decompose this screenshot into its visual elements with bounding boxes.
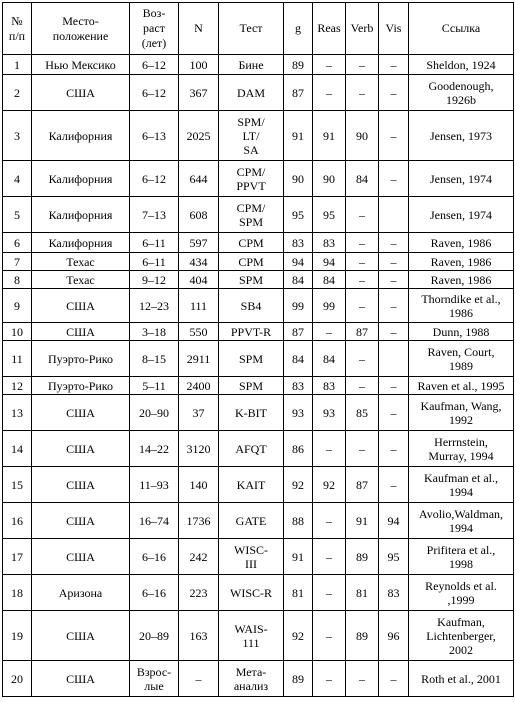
header-number: № п/п (3, 3, 32, 55)
cell-location: США (32, 503, 130, 539)
cell-reference: Kaufman et al., 1994 (409, 467, 514, 503)
cell-reference: Raven, 1986 (409, 253, 514, 271)
cell-n: 608 (179, 197, 219, 233)
cell-g: 89 (284, 661, 313, 697)
cell-reference: Dunn, 1988 (409, 323, 514, 341)
cell-test: PPVT-R (219, 323, 284, 341)
header-age: Воз- раст (лет) (130, 3, 179, 55)
cell-age: 12–23 (130, 289, 179, 323)
cell-reas: 83 (313, 377, 346, 395)
cell-location: Калифорния (32, 233, 130, 253)
cell-location: США (32, 289, 130, 323)
table-row (3, 341, 514, 377)
cell-test: KAIT (219, 467, 284, 503)
cell-vis: – (379, 55, 409, 75)
cell-location: Калифорния (32, 161, 130, 197)
cell-number: 10 (3, 323, 32, 341)
cell-reference: Goodenough, 1926b (409, 75, 514, 111)
cell-age: 6–11 (130, 233, 179, 253)
cell-reference: Roth et al., 2001 (409, 661, 514, 697)
cell-verb: 90 (346, 111, 379, 161)
cell-age: Взрос- лые (130, 661, 179, 697)
cell-location: Калифорния (32, 197, 130, 233)
cell-vis: 96 (379, 611, 409, 661)
cell-age: 20–90 (130, 395, 179, 431)
cell-reference: Thorndike et al., 1986 (409, 289, 514, 323)
cell-test: SPM (219, 271, 284, 289)
cell-vis: – (379, 271, 409, 289)
cell-test: K-BIT (219, 395, 284, 431)
cell-vis: 83 (379, 575, 409, 611)
cell-verb: – (346, 271, 379, 289)
cell-vis: – (379, 111, 409, 161)
cell-g: 92 (284, 611, 313, 661)
cell-age: 14–22 (130, 431, 179, 467)
cell-g: 86 (284, 431, 313, 467)
cell-vis: – (379, 395, 409, 431)
cell-g: 95 (284, 197, 313, 233)
cell-location: США (32, 611, 130, 661)
cell-reference: Kaufman, Wang, 1992 (409, 395, 514, 431)
table-row (3, 395, 514, 431)
cell-number: 7 (3, 253, 32, 271)
cell-reas: 95 (313, 197, 346, 233)
cell-reas: – (313, 575, 346, 611)
cell-number: 13 (3, 395, 32, 431)
header-g: g (284, 3, 313, 55)
cell-test: CPM (219, 233, 284, 253)
cell-reas: – (313, 75, 346, 111)
cell-verb: – (346, 75, 379, 111)
cell-verb: – (346, 197, 379, 233)
cell-reas: 91 (313, 111, 346, 161)
cell-number: 14 (3, 431, 32, 467)
cell-verb: – (346, 341, 379, 377)
cell-number: 2 (3, 75, 32, 111)
cell-number: 17 (3, 539, 32, 575)
cell-age: 6–12 (130, 55, 179, 75)
table-row (3, 289, 514, 323)
cell-n: 2911 (179, 341, 219, 377)
cell-g: 99 (284, 289, 313, 323)
cell-location: США (32, 539, 130, 575)
cell-vis: – (379, 75, 409, 111)
cell-number: 16 (3, 503, 32, 539)
table-row (3, 611, 514, 661)
cell-n: 404 (179, 271, 219, 289)
cell-vis (379, 341, 409, 377)
cell-reas: 99 (313, 289, 346, 323)
cell-reference: Jensen, 1974 (409, 161, 514, 197)
cell-location: Техас (32, 271, 130, 289)
cell-n: 111 (179, 289, 219, 323)
cell-vis: 94 (379, 503, 409, 539)
table-row (3, 75, 514, 111)
cell-age: 16–74 (130, 503, 179, 539)
cell-test: Бине (219, 55, 284, 75)
cell-verb: 84 (346, 161, 379, 197)
table-row (3, 431, 514, 467)
cell-location: Калифорния (32, 111, 130, 161)
cell-number: 8 (3, 271, 32, 289)
table-row (3, 55, 514, 75)
cell-n: 550 (179, 323, 219, 341)
cell-verb: 89 (346, 539, 379, 575)
cell-g: 91 (284, 539, 313, 575)
cell-reference: Raven, 1986 (409, 233, 514, 253)
cell-reference: Reynolds et al. ,1999 (409, 575, 514, 611)
cell-reference: Avolio,Waldman, 1994 (409, 503, 514, 539)
cell-n: 223 (179, 575, 219, 611)
cell-vis: – (379, 323, 409, 341)
header-n: N (179, 3, 219, 55)
cell-number: 9 (3, 289, 32, 323)
table-row (3, 233, 514, 253)
cell-verb: – (346, 253, 379, 271)
cell-number: 18 (3, 575, 32, 611)
cell-verb: 89 (346, 611, 379, 661)
cell-number: 19 (3, 611, 32, 661)
cell-n: – (179, 661, 219, 697)
cell-vis: – (379, 467, 409, 503)
cell-reference: Raven, Court, 1989 (409, 341, 514, 377)
cell-reas: 83 (313, 233, 346, 253)
cell-age: 8–15 (130, 341, 179, 377)
cell-g: 91 (284, 111, 313, 161)
cell-g: 81 (284, 575, 313, 611)
cell-number: 5 (3, 197, 32, 233)
cell-n: 2400 (179, 377, 219, 395)
cell-verb: – (346, 55, 379, 75)
cell-location: Аризона (32, 575, 130, 611)
cell-location: США (32, 431, 130, 467)
cell-test: CPM (219, 253, 284, 271)
cell-age: 3–18 (130, 323, 179, 341)
cell-number: 20 (3, 661, 32, 697)
cell-verb: – (346, 661, 379, 697)
cell-age: 6–11 (130, 253, 179, 271)
cell-age: 6–16 (130, 539, 179, 575)
cell-verb: 91 (346, 503, 379, 539)
cell-n: 644 (179, 161, 219, 197)
cell-vis: – (379, 377, 409, 395)
table-row (3, 271, 514, 289)
cell-verb: 87 (346, 323, 379, 341)
header-location: Место- положение (32, 3, 130, 55)
cell-n: 163 (179, 611, 219, 661)
header-reas: Reas (313, 3, 346, 55)
cell-number: 11 (3, 341, 32, 377)
cell-age: 6–12 (130, 161, 179, 197)
table-row (3, 161, 514, 197)
cell-test: AFQT (219, 431, 284, 467)
cell-vis: 95 (379, 539, 409, 575)
cell-reas: – (313, 611, 346, 661)
cell-verb: 87 (346, 467, 379, 503)
cell-number: 3 (3, 111, 32, 161)
cell-reas: – (313, 503, 346, 539)
cell-reas: 90 (313, 161, 346, 197)
cell-age: 9–12 (130, 271, 179, 289)
cell-age: 20–89 (130, 611, 179, 661)
cell-verb: – (346, 377, 379, 395)
cell-reas: – (313, 661, 346, 697)
cell-location: Нью Мексико (32, 55, 130, 75)
cell-reas: 84 (313, 341, 346, 377)
cell-g: 93 (284, 395, 313, 431)
cell-reference: Prifitera et al., 1998 (409, 539, 514, 575)
cell-number: 6 (3, 233, 32, 253)
cell-test: DAM (219, 75, 284, 111)
cell-vis: – (379, 253, 409, 271)
cell-reference: Kaufman, Lichtenberger, 2002 (409, 611, 514, 661)
cell-age: 6–16 (130, 575, 179, 611)
cell-verb: 81 (346, 575, 379, 611)
header-vis: Vis (379, 3, 409, 55)
cell-reas: – (313, 323, 346, 341)
table-row (3, 323, 514, 341)
table-row (3, 197, 514, 233)
cell-reference: Raven, 1986 (409, 271, 514, 289)
cell-g: 92 (284, 467, 313, 503)
cell-vis: – (379, 431, 409, 467)
cell-verb: – (346, 233, 379, 253)
cell-location: США (32, 75, 130, 111)
cell-n: 100 (179, 55, 219, 75)
cell-n: 367 (179, 75, 219, 111)
cell-test: SPM/ LT/ SA (219, 111, 284, 161)
cell-vis (379, 197, 409, 233)
cell-number: 15 (3, 467, 32, 503)
cell-location: США (32, 467, 130, 503)
data-table (2, 2, 514, 697)
cell-verb: – (346, 431, 379, 467)
cell-reas: 92 (313, 467, 346, 503)
cell-location: США (32, 323, 130, 341)
cell-location: Пуэрто-Рико (32, 341, 130, 377)
cell-test: GATE (219, 503, 284, 539)
cell-number: 1 (3, 55, 32, 75)
cell-location: Техас (32, 253, 130, 271)
cell-g: 84 (284, 271, 313, 289)
header-verb: Verb (346, 3, 379, 55)
table-row (3, 661, 514, 697)
cell-g: 87 (284, 75, 313, 111)
cell-g: 84 (284, 341, 313, 377)
cell-reference: Raven et al., 1995 (409, 377, 514, 395)
table-row (3, 539, 514, 575)
cell-age: 6–13 (130, 111, 179, 161)
cell-test: Мета- анализ (219, 661, 284, 697)
cell-verb: 85 (346, 395, 379, 431)
cell-reference: Jensen, 1973 (409, 111, 514, 161)
cell-test: CPM/ PPVT (219, 161, 284, 197)
table-row (3, 467, 514, 503)
cell-reas: 84 (313, 271, 346, 289)
cell-test: WAIS- 111 (219, 611, 284, 661)
cell-test: SB4 (219, 289, 284, 323)
cell-g: 89 (284, 55, 313, 75)
cell-g: 94 (284, 253, 313, 271)
cell-age: 5–11 (130, 377, 179, 395)
cell-reas: – (313, 539, 346, 575)
cell-age: 6–12 (130, 75, 179, 111)
cell-reference: Herrnstein, Murray, 1994 (409, 431, 514, 467)
cell-vis: – (379, 289, 409, 323)
cell-reas: – (313, 55, 346, 75)
cell-number: 12 (3, 377, 32, 395)
cell-g: 88 (284, 503, 313, 539)
cell-test: SPM (219, 341, 284, 377)
table-row (3, 377, 514, 395)
cell-n: 597 (179, 233, 219, 253)
cell-reas: – (313, 431, 346, 467)
cell-reference: Jensen, 1974 (409, 197, 514, 233)
cell-g: 87 (284, 323, 313, 341)
cell-test: WISC-R (219, 575, 284, 611)
table-row (3, 575, 514, 611)
cell-n: 2025 (179, 111, 219, 161)
cell-age: 7–13 (130, 197, 179, 233)
cell-age: 11–93 (130, 467, 179, 503)
cell-test: CPM/ SPM (219, 197, 284, 233)
cell-g: 83 (284, 233, 313, 253)
cell-test: SPM (219, 377, 284, 395)
cell-reas: 94 (313, 253, 346, 271)
cell-n: 37 (179, 395, 219, 431)
cell-location: США (32, 661, 130, 697)
table-row (3, 503, 514, 539)
header-row (3, 3, 514, 55)
table-row (3, 111, 514, 161)
cell-g: 83 (284, 377, 313, 395)
cell-n: 3120 (179, 431, 219, 467)
table-row (3, 253, 514, 271)
cell-vis: – (379, 161, 409, 197)
cell-reference: Sheldon, 1924 (409, 55, 514, 75)
cell-n: 242 (179, 539, 219, 575)
cell-n: 434 (179, 253, 219, 271)
cell-n: 140 (179, 467, 219, 503)
cell-g: 90 (284, 161, 313, 197)
cell-vis: – (379, 233, 409, 253)
cell-location: США (32, 395, 130, 431)
cell-location: Пуэрто-Рико (32, 377, 130, 395)
cell-number: 4 (3, 161, 32, 197)
table-body (3, 55, 514, 697)
header-test: Тест (219, 3, 284, 55)
cell-vis: – (379, 661, 409, 697)
header-reference: Ссылка (409, 3, 514, 55)
cell-n: 1736 (179, 503, 219, 539)
cell-test: WISC- III (219, 539, 284, 575)
cell-verb: – (346, 289, 379, 323)
cell-reas: 93 (313, 395, 346, 431)
